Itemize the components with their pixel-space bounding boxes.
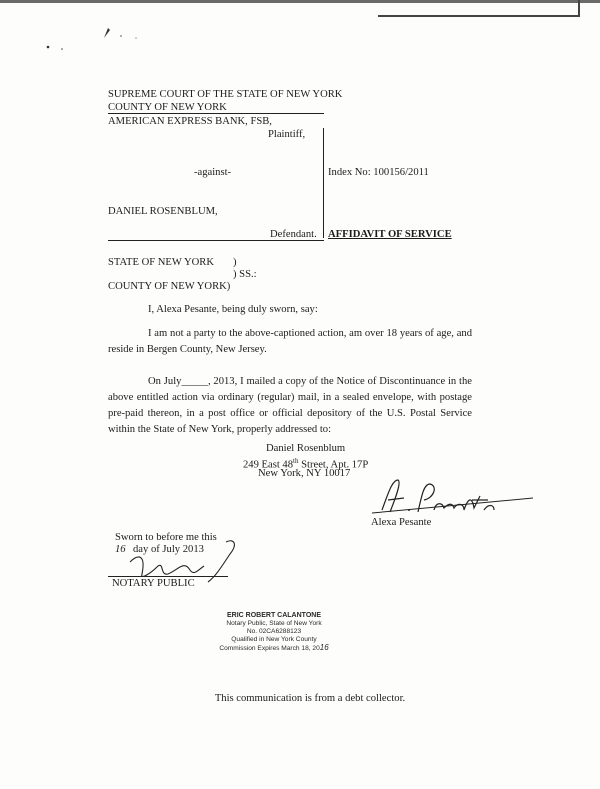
venue-state-paren: ) xyxy=(233,257,237,268)
court-name: SUPREME COURT OF THE STATE OF NEW YORK xyxy=(108,89,343,100)
defendant-name: DANIEL ROSENBLUM, xyxy=(108,206,218,217)
notary-public-label: NOTARY PUBLIC xyxy=(112,578,195,589)
index-number: Index No: 100156/2011 xyxy=(328,167,429,178)
scan-specks xyxy=(0,0,600,60)
venue-state: STATE OF NEW YORK xyxy=(108,257,214,268)
debt-collector-notice: This communication is from a debt collector. xyxy=(214,693,406,704)
caption-top-rule xyxy=(108,113,324,114)
stamp-expiration xyxy=(200,644,348,653)
against-label: -against- xyxy=(194,167,232,178)
notary-stamp xyxy=(200,612,348,653)
stamp-expiration-year: 16 xyxy=(319,643,329,652)
sworn-day-handwritten: 16 xyxy=(115,544,126,555)
plaintiff-name: AMERICAN EXPRESS BANK, FSB, xyxy=(108,116,272,127)
address-name: Daniel Rosenblum xyxy=(266,443,346,454)
intro-statement: I, Alexa Pesante, being duly sworn, say: xyxy=(148,304,318,315)
caption-bottom-rule xyxy=(108,240,324,241)
sworn-day-line: day of July 2013 xyxy=(133,544,204,555)
stamp-number: No. 02CA6288123 xyxy=(246,628,302,635)
address-street-rest: Street, Apt. 17P xyxy=(298,459,369,471)
affiant-printed-name: Alexa Pesante xyxy=(371,517,432,528)
caption-vertical-rule xyxy=(323,128,324,238)
address-street-suffix: th xyxy=(293,457,299,465)
address-city: New York, NY 10017 xyxy=(258,468,351,479)
plaintiff-role: Plaintiff, xyxy=(268,129,306,140)
sworn-line: Sworn to before me this xyxy=(115,532,217,543)
stamp-title: Notary Public, State of New York xyxy=(226,620,322,627)
document-title: AFFIDAVIT OF SERVICE xyxy=(328,229,452,240)
paragraph-2-rest: , 2013, I mailed a copy of the Notice of Discontinuance in the above entitled action via ordinary (regular) mail, in a sealed envelope, with postage pre-paid thereon, in a post office or official depository of the U.S. Postal Service within the State of New York, properly addressed to: xyxy=(108,376,472,435)
date-blank: _____ xyxy=(181,376,208,387)
address-street-number: 249 East 48 xyxy=(243,459,294,471)
paragraph-1 xyxy=(108,326,472,358)
paragraph-2-start: On July xyxy=(148,376,182,387)
defendant-role: Defendant. xyxy=(270,229,317,240)
stamp-name: ERIC ROBERT CALANTONE xyxy=(227,612,321,619)
stamp-expiration-text: Commission Expires March 18, 20 xyxy=(219,645,320,652)
venue-county: COUNTY OF NEW YORK) xyxy=(108,281,231,292)
venue-ss: ) SS.: xyxy=(233,269,257,280)
court-county: COUNTY OF NEW YORK xyxy=(108,102,227,113)
stamp-qualified: Qualified in New York County xyxy=(231,636,317,643)
paragraph-1-text: I am not a party to the above-captioned action, am over 18 years of age, and reside in Bergen County, New Jersey. xyxy=(108,328,472,355)
paragraph-2 xyxy=(108,374,472,438)
